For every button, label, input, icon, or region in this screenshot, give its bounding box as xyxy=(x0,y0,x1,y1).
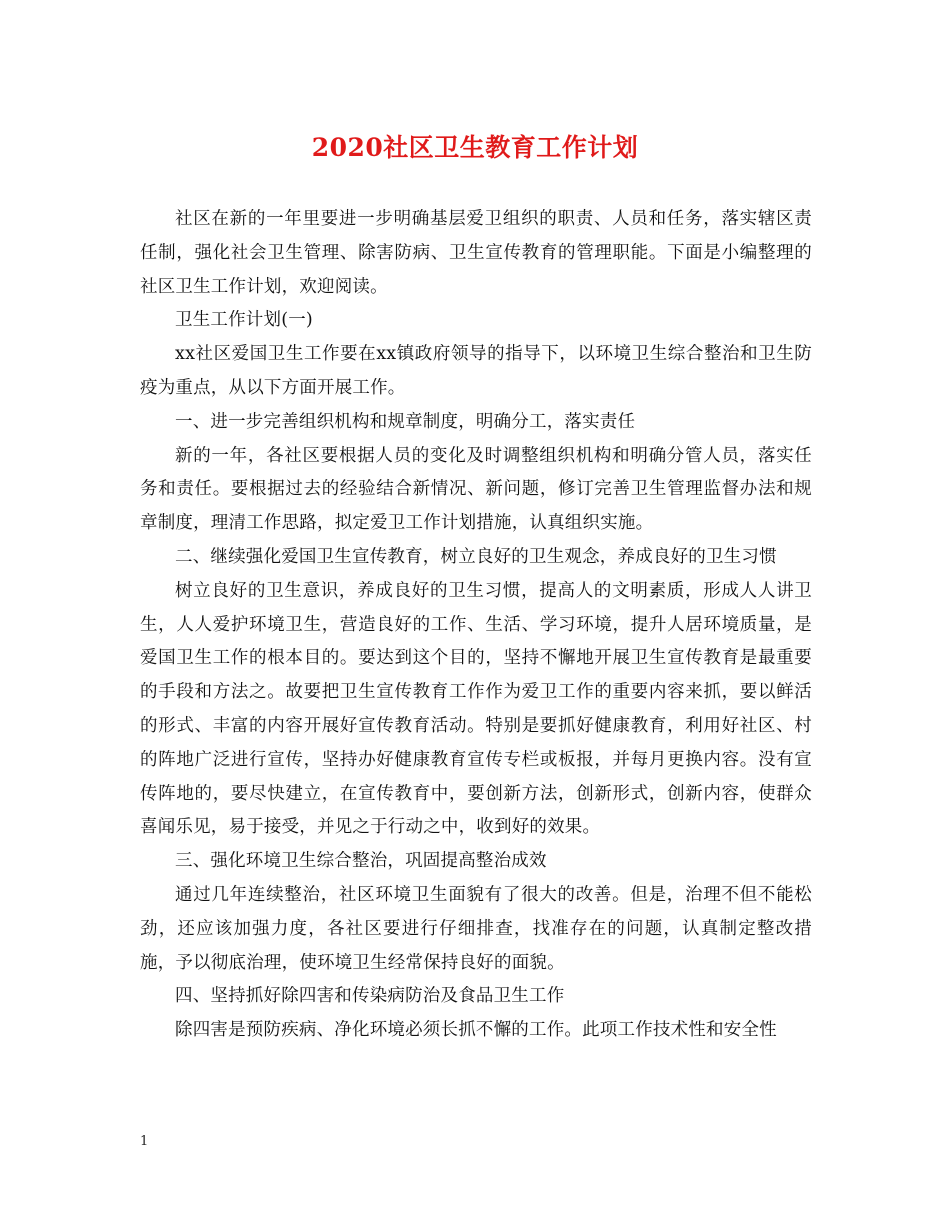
section-heading-1: 一、进一步完善组织机构和规章制度，明确分工，落实责任 xyxy=(175,411,636,432)
section-heading-3: 三、强化环境卫生综合整治，巩固提高整治成效 xyxy=(175,851,547,872)
document-title: 2020社区卫生教育工作计划 xyxy=(311,133,639,162)
paragraph-overview: xx社区爱国卫生工作要在xx镇政府领导的指导下，以环境卫生综合整治和卫生防疫为重点，从以下方面开展工作。 xyxy=(140,344,812,398)
paragraph-plan-heading: 卫生工作计划(一) xyxy=(175,310,313,331)
document-body xyxy=(140,203,812,1048)
paragraph-section-4: 除四害是预防疾病、净化环境必须长抓不懈的工作。此项工作技术性和安全性 xyxy=(175,1020,777,1041)
paragraph-intro: 社区在新的一年里要进一步明确基层爱卫组织的职责、人员和任务，落实辖区责任制，强化社会卫生管理、除害防病、卫生宣传教育的管理职能。下面是小编整理的社区卫生工作计划，欢迎阅读。 xyxy=(140,209,812,297)
section-heading-4: 四、坚持抓好除四害和传染病防治及食品卫生工作 xyxy=(175,986,565,1007)
paragraph-section-2: 树立良好的卫生意识，养成良好的卫生习惯，提高人的文明素质，形成人人讲卫生，人人爱护环境卫生，营造良好的工作、生活、学习环境，提升人居环境质量，是爱国卫生工作的根本目的。要达到这个目的，坚持不懈地开展卫生宣传教育是最重要的手段和方法之。故要把卫生宣传教育工作作为爱卫工作的重要内容来抓，要以鲜活的形式、丰富的内容开展好宣传教育活动。特别是要抓好健康教育，利用好社区、村的阵地广泛进行宣传，坚持办好健康教育宣传专栏或板报，并每月更换内容。没有宣传阵地的，要尽快建立，在宣传教育中，要创新方法，创新形式，创新内容，使群众喜闻乐见，易于接受，并见之于行动之中，收到好的效果。 xyxy=(140,580,812,838)
section-heading-2: 二、继续强化爱国卫生宣传教育，树立良好的卫生观念，养成良好的卫生习惯 xyxy=(175,546,777,567)
paragraph-section-1: 新的一年，各社区要根据人员的变化及时调整组织机构和明确分管人员，落实任务和责任。要根据过去的经验结合新情况、新问题，修订完善卫生管理监督办法和规章制度，理清工作思路，拟定爱卫工作计划措施，认真组织实施。 xyxy=(140,445,812,534)
page-number: 1 xyxy=(140,1134,149,1149)
paragraph-section-3: 通过几年连续整治，社区环境卫生面貌有了很大的改善。但是，治理不但不能松劲，还应该加强力度，各社区要进行仔细排查，找准存在的问题，认真制定整改措施，予以彻底治理，使环境卫生经常保持良好的面貌。 xyxy=(140,884,812,973)
